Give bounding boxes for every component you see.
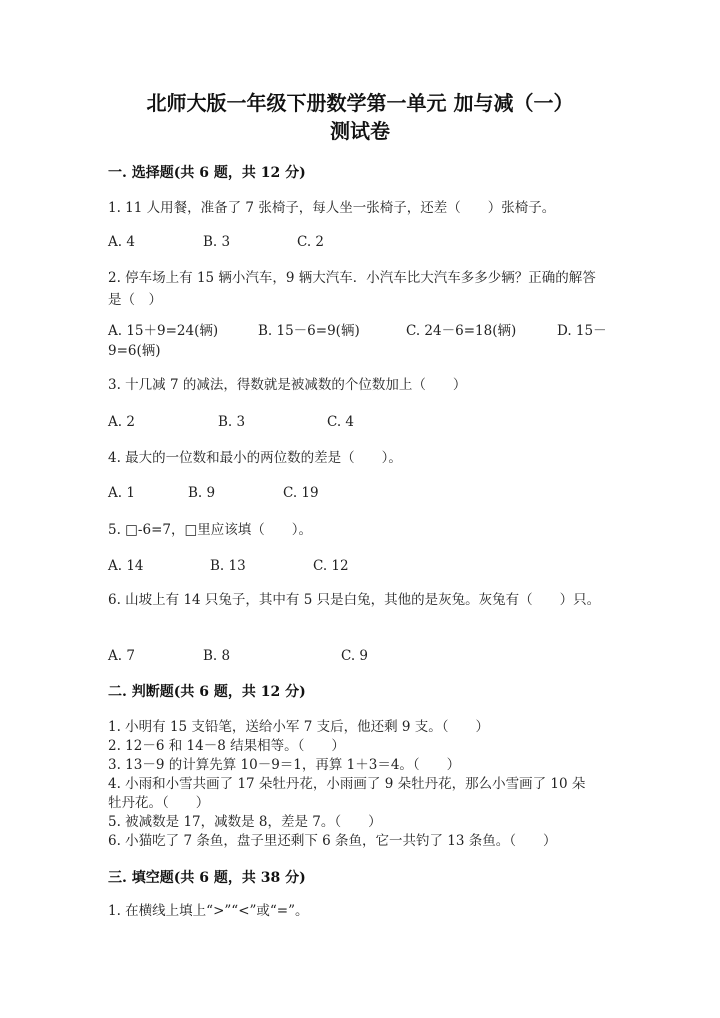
option-c: C. 4: [327, 414, 355, 430]
option-a: A. 1: [108, 485, 135, 501]
question-text: 1. 在横线上填上“>”“<”或“=”。: [108, 903, 309, 919]
option-d-continued: 9=6(辆): [108, 343, 161, 359]
judgement-item: 4. 小雨和小雪共画了 17 朵牡丹花，小雨画了 9 朵牡丹花，那么小雪画了 10 朵: [108, 776, 586, 792]
option-c: C. 12: [313, 558, 349, 574]
judgement-item-continued: 牡丹花。（ ）: [108, 795, 210, 811]
judgement-item: 5. 被减数是 17，减数是 8，差是 7。（ ）: [108, 814, 382, 830]
question-text: 5. □-6=7，□里应该填（ ）。: [108, 522, 312, 538]
option-c: C. 19: [283, 485, 319, 501]
option-d: D. 15－: [557, 323, 607, 339]
option-a: A. 4: [108, 234, 135, 250]
judgement-item: 1. 小明有 15 支铅笔，送给小军 7 支后，他还剩 9 支。（ ）: [108, 719, 490, 735]
option-a: A. 14: [108, 558, 144, 574]
option-c: C. 24－6=18(辆): [406, 323, 517, 339]
option-b: B. 3: [218, 414, 246, 430]
option-a: A. 15＋9=24(辆): [108, 323, 219, 339]
question-text: 3. 十几减 7 的减法，得数就是被减数的个位数加上（ ）: [108, 377, 467, 393]
page-subtitle: 测试卷: [330, 119, 390, 143]
page-title: 北师大版一年级下册数学第一单元 加与减（一）: [146, 91, 574, 115]
question-text: 4. 最大的一位数和最小的两位数的差是（ ）。: [108, 450, 402, 466]
option-a: A. 2: [108, 414, 135, 430]
option-b: B. 8: [203, 648, 231, 664]
option-b: B. 9: [188, 485, 216, 501]
option-c: C. 9: [341, 648, 369, 664]
question-text: 1. 11 人用餐，准备了 7 张椅子，每人坐一张椅子，还差（ ）张椅子。: [108, 200, 556, 216]
judgement-item: 3. 13－9 的计算先算 10－9＝1，再算 1＋3＝4。（ ）: [108, 757, 461, 773]
question-text: 6. 山坡上有 14 只兔子，其中有 5 只是白兔，其他的是灰兔。灰兔有（ ）只。: [108, 592, 601, 608]
option-a: A. 7: [108, 648, 135, 664]
option-b: B. 13: [210, 558, 246, 574]
judgement-item: 6. 小猫吃了 7 条鱼，盘子里还剩下 6 条鱼，它一共钓了 13 条鱼。（ ）: [108, 833, 557, 849]
judgement-item: 2. 12－6 和 14－8 结果相等。（ ）: [108, 738, 345, 754]
option-b: B. 3: [203, 234, 231, 250]
option-c: C. 2: [297, 234, 325, 250]
section-heading-judgement: 二. 判断题(共 6 题，共 12 分): [108, 684, 306, 700]
option-b: B. 15－6=9(辆): [258, 323, 360, 339]
section-heading-fill-blank: 三. 填空题(共 6 题，共 38 分): [108, 870, 306, 886]
section-heading-choice: 一. 选择题(共 6 题，共 12 分): [108, 165, 306, 181]
question-text: 2. 停车场上有 15 辆小汽车，9 辆大汽车．小汽车比大汽车多多少辆？正确的解答是（ ）: [108, 270, 596, 308]
